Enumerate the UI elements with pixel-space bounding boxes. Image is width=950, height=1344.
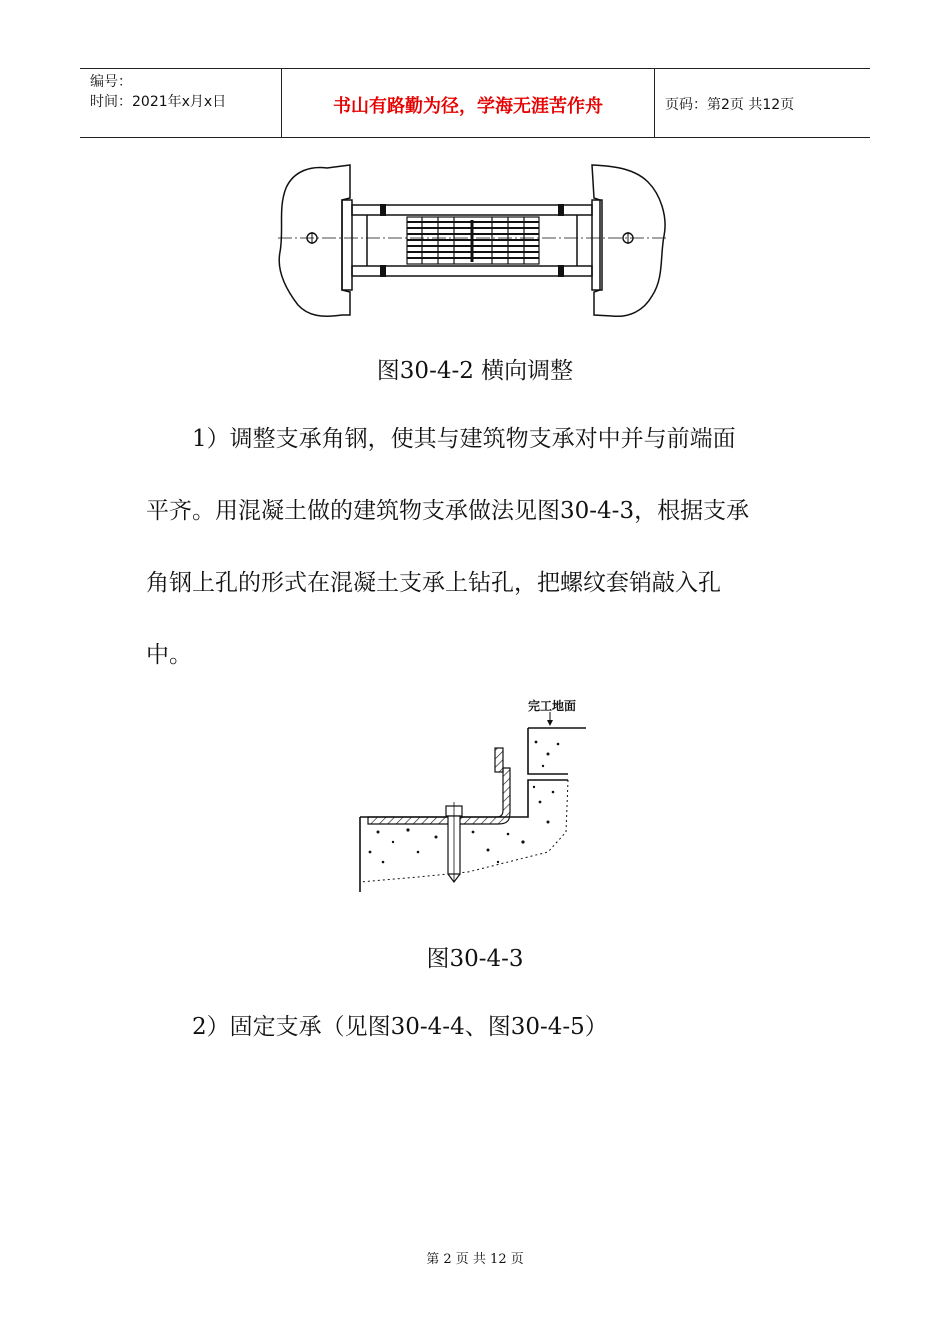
page-label: 页码：第2页 共12页 — [665, 97, 795, 113]
header-left-cell — [80, 69, 282, 137]
page-footer: 第 2 页 共 12 页 — [426, 1252, 524, 1267]
paragraph1-line2: 平齐。用混凝土做的建筑物支承做法见图30-4-3，根据支承 — [146, 498, 750, 524]
figure-concrete-support — [358, 692, 590, 898]
header-right-cell — [655, 69, 870, 137]
floor-label: 完工地面 — [528, 699, 577, 713]
paragraph1-line3: 角钢上孔的形式在混凝土支承上钻孔，把螺纹套销敲入孔 — [146, 570, 721, 596]
number-label: 编号： — [90, 74, 132, 90]
document-header — [80, 68, 870, 138]
paragraph2-line1: 2）固定支承（见图30-4-4、图30-4-5） — [192, 1014, 608, 1040]
paragraph1-line4: 中。 — [146, 642, 192, 668]
time-label: 时间：2021年x月x日 — [90, 94, 227, 110]
paragraph1-line1: 1）调整支承角钢，使其与建筑物支承对中并与前端面 — [192, 426, 736, 452]
figure1-caption: 图30-4-2 横向调整 — [376, 358, 574, 384]
header-middle-cell — [282, 69, 655, 137]
figure-lateral-adjustment — [272, 160, 672, 322]
figure2-caption: 图30-4-3 — [426, 946, 524, 972]
header-motto: 书山有路勤为径，学海无涯苦作舟 — [333, 96, 603, 117]
